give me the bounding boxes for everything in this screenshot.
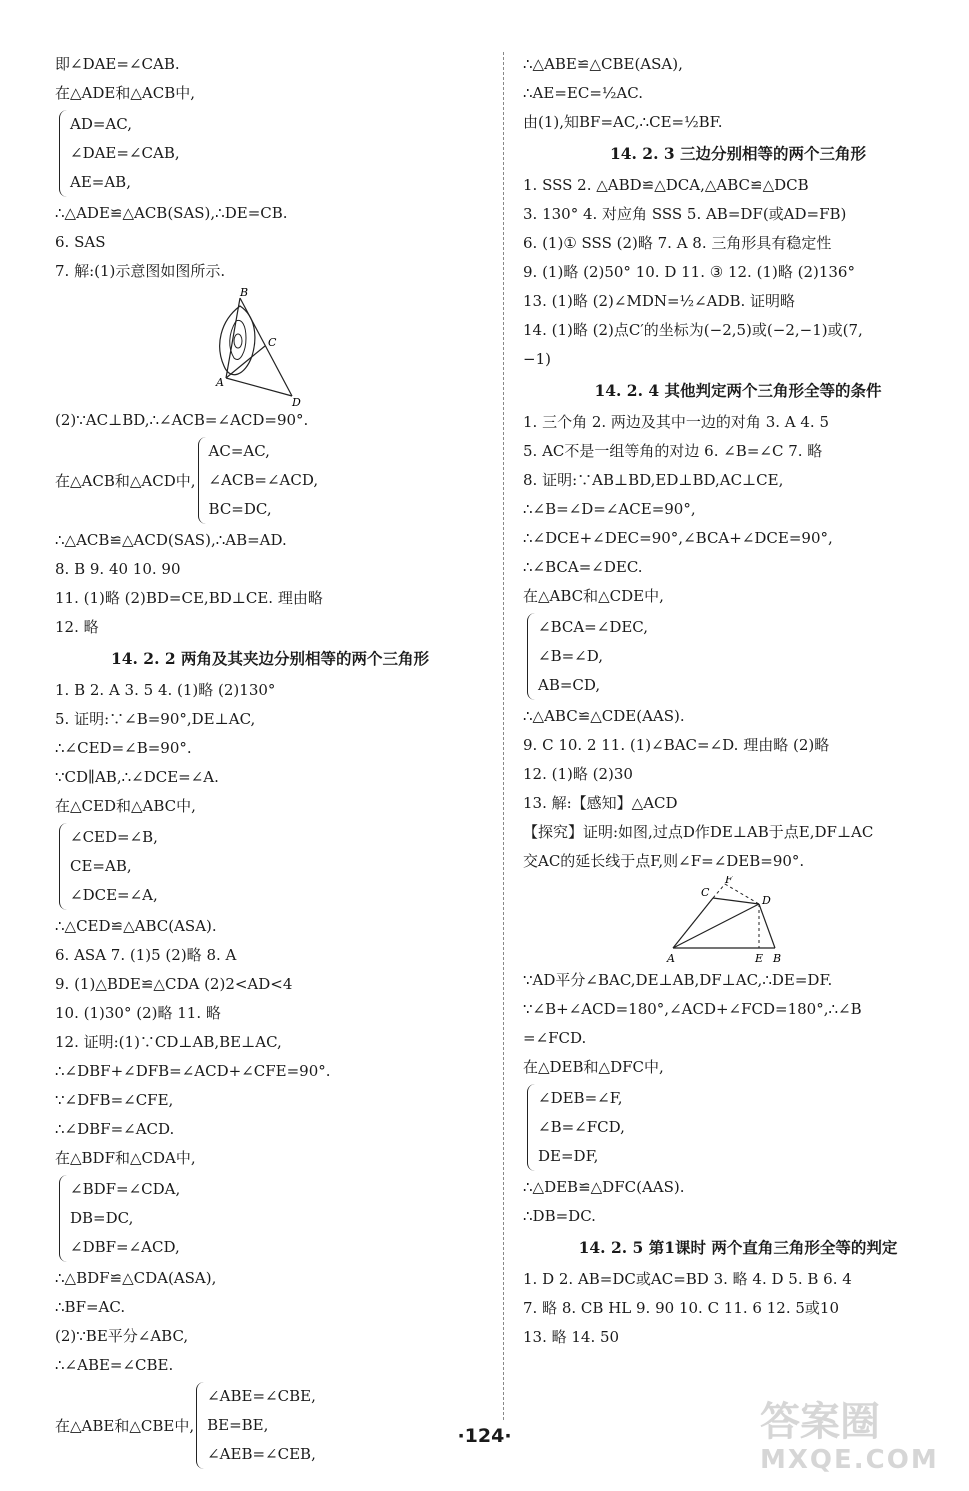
brace-line: ∠ABE=∠CBE,: [207, 1387, 316, 1405]
text-line: ∴BF=AC.: [55, 1298, 126, 1316]
brace-line: ∠AEB=∠CEB,: [207, 1445, 316, 1463]
brace-line: ∠DBF=∠ACD,: [70, 1238, 180, 1256]
text-line: ∴△CED≌△ABC(ASA).: [55, 917, 217, 935]
text-line: 在△CED和△ABC中,: [55, 797, 196, 815]
text-line: ∵∠DFB=∠CFE,: [55, 1091, 174, 1109]
text-line: 在△ABC和△CDE中,: [523, 587, 664, 605]
column-divider: [503, 52, 504, 1420]
brace-line: BE=BE,: [207, 1416, 269, 1434]
text-line: 8. B 9. 40 10. 90: [55, 560, 181, 578]
text-line: 9. (1)△BDE≌△CDA (2)2<AD<4: [55, 975, 293, 993]
figure-label-a: A: [216, 376, 224, 389]
left-column: [55, 50, 485, 1471]
text-line: 在△DEB和△DFC中,: [523, 1058, 664, 1076]
figure-label-f: F: [725, 876, 733, 886]
text-line: ∴∠BCA=∠DEC.: [523, 558, 643, 576]
figure-label-c: C: [268, 336, 277, 349]
text-line: ∴△BDF≌△CDA(ASA),: [55, 1269, 217, 1287]
text-line: 12. 略: [55, 618, 99, 636]
text-line: 1. D 2. AB=DC或AC=BD 3. 略 4. D 5. B 6. 4: [523, 1270, 852, 1288]
text-line: 7. 解:(1)示意图如图所示.: [55, 262, 226, 280]
brace-line: ∠BCA=∠DEC,: [538, 618, 649, 636]
section-heading: 14. 2. 5 第1课时 两个直角三角形全等的判定: [578, 1238, 898, 1257]
text-line: ∵∠B+∠ACD=180°,∠ACD+∠FCD=180°,∴∠B: [523, 1000, 862, 1018]
brace-line: ∠BDF=∠CDA,: [70, 1180, 181, 1198]
watermark-text: 答案圈: [760, 1399, 880, 1445]
text-line: (2)∵BE平分∠ABC,: [55, 1327, 189, 1345]
text-line: =∠FCD.: [523, 1029, 587, 1047]
text-line: 9. (1)略 (2)50° 10. D 11. ③ 12. (1)略 (2)136°: [523, 263, 855, 281]
brace-line: AE=AB,: [70, 173, 131, 191]
text-line: 交AC的延长线于点F,则∠F=∠DEB=90°.: [523, 852, 805, 870]
brace-row: [55, 435, 485, 526]
text-line: ∴∠DBF+∠DFB=∠ACD+∠CFE=90°.: [55, 1062, 331, 1080]
brace-line: CE=AB,: [70, 857, 132, 875]
brace-line: ∠B=∠FCD,: [538, 1118, 625, 1136]
brace-label: 在△ACB和△ACD中,: [55, 472, 196, 490]
text-line: 6. SAS: [55, 233, 106, 251]
figure-label-e: E: [755, 952, 764, 965]
text-line: ∴△ACB≌△ACD(SAS),∴AB=AD.: [55, 531, 287, 549]
brace-system: [59, 1175, 485, 1262]
text-line: ∵AD平分∠BAC,DE⊥AB,DF⊥AC,∴DE=DF.: [523, 971, 833, 989]
figure-quadrilateral-sketch: [210, 286, 330, 406]
figure-label-d: D: [762, 894, 771, 907]
text-line: 在△BDF和△CDA中,: [55, 1149, 196, 1167]
text-line: 6. ASA 7. (1)5 (2)略 8. A: [55, 946, 237, 964]
brace-label: 在△ABE和△CBE中,: [55, 1417, 195, 1435]
figure-label-b: B: [773, 952, 782, 965]
text-line: ∴∠B=∠D=∠ACE=90°,: [523, 500, 696, 518]
text-line: ∴△ABE≌△CBE(ASA),: [523, 55, 683, 73]
section-heading: 14. 2. 2 两角及其夹边分别相等的两个三角形: [110, 649, 430, 668]
text-line: 14. (1)略 (2)点C′的坐标为(−2,5)或(−2,−1)或(7,: [523, 321, 863, 339]
brace-line: ∠DEB=∠F,: [538, 1089, 623, 1107]
section-heading: 14. 2. 3 三边分别相等的两个三角形: [609, 144, 867, 163]
text-line: ∴DB=DC.: [523, 1207, 596, 1225]
figure-label-c: C: [701, 886, 710, 899]
text-line: ∴AE=EC=½AC.: [523, 84, 643, 102]
text-line: 12. 证明:(1)∵CD⊥AB,BE⊥AC,: [55, 1033, 282, 1051]
text-line: 1. B 2. A 3. 5 4. (1)略 (2)130°: [55, 681, 276, 699]
watermark-logo: [760, 1400, 960, 1485]
brace-line: ∠DCE=∠A,: [70, 886, 158, 904]
watermark-url: MXQE.COM: [760, 1445, 939, 1475]
brace-line: ∠ACB=∠ACD,: [208, 471, 319, 489]
text-line: 在△ADE和△ACB中,: [55, 84, 195, 102]
text-line: ∵CD∥AB,∴∠DCE=∠A.: [55, 768, 219, 786]
text-line: −1): [523, 350, 551, 368]
text-line: 1. 三个角 2. 两边及其中一边的对角 3. A 4. 5: [523, 413, 829, 431]
text-line: ∴∠ABE=∠CBE.: [55, 1356, 174, 1374]
text-line: ∴△ABC≌△CDE(AAS).: [523, 707, 685, 725]
brace-line: ∠DAE=∠CAB,: [70, 144, 180, 162]
text-line: 3. 130° 4. 对应角 SSS 5. AB=DF(或AD=FB): [523, 205, 847, 223]
text-line: 7. 略 8. CB HL 9. 90 10. C 11. 6 12. 5或10: [523, 1299, 839, 1317]
text-line: 由(1),知BF=AC,∴CE=½BF.: [523, 113, 723, 131]
brace-system: [527, 613, 953, 700]
text-line: 10. (1)30° (2)略 11. 略: [55, 1004, 221, 1022]
brace-line: ∠CED=∠B,: [70, 828, 158, 846]
text-line: ∴△ADE≌△ACB(SAS),∴DE=CB.: [55, 204, 288, 222]
brace-line: ∠B=∠D,: [538, 647, 603, 665]
brace-line: DB=DC,: [70, 1209, 134, 1227]
section-heading: 14. 2. 4 其他判定两个三角形全等的条件: [594, 381, 882, 400]
text-line: 1. SSS 2. △ABD≌△DCA,△ABC≌△DCB: [523, 176, 809, 194]
brace-system: [59, 110, 485, 197]
figure-label-a: A: [667, 952, 675, 965]
text-line: 9. C 10. 2 11. (1)∠BAC=∠D. 理由略 (2)略: [523, 736, 830, 754]
brace-line: AD=AC,: [70, 115, 132, 133]
text-line: 13. 解:【感知】△ACD: [523, 794, 678, 812]
text-line: 13. 略 14. 50: [523, 1328, 620, 1346]
page-number: ·124·: [457, 1425, 512, 1447]
text-line: 【探究】证明:如图,过点D作DE⊥AB于点E,DF⊥AC: [523, 823, 874, 841]
text-line: ∴∠CED=∠B=90°.: [55, 739, 192, 757]
text-line: 5. 证明:∵∠B=90°,DE⊥AC,: [55, 710, 256, 728]
text-line: 即∠DAE=∠CAB.: [55, 55, 180, 73]
text-line: 6. (1)① SSS (2)略 7. A 8. 三角形具有稳定性: [523, 234, 832, 252]
text-line: 12. (1)略 (2)30: [523, 765, 633, 783]
brace-line: AC=AC,: [208, 442, 270, 460]
brace-line: AB=CD,: [538, 676, 601, 694]
figure-label-d: D: [292, 396, 301, 406]
text-line: 8. 证明:∵AB⊥BD,ED⊥BD,AC⊥CE,: [523, 471, 784, 489]
text-line: 13. (1)略 (2)∠MDN=½∠ADB. 证明略: [523, 292, 796, 310]
text-line: 11. (1)略 (2)BD=CE,BD⊥CE. 理由略: [55, 589, 323, 607]
text-line: (2)∵AC⊥BD,∴∠ACB=∠ACD=90°.: [55, 411, 309, 429]
brace-system: [59, 823, 485, 910]
brace-line: BC=DC,: [208, 500, 272, 518]
text-line: ∴∠DBF=∠ACD.: [55, 1120, 175, 1138]
brace-line: DE=DF,: [538, 1147, 599, 1165]
figure-triangle-sketch: [663, 876, 813, 966]
brace-system: [198, 437, 319, 524]
text-line: ∴△DEB≌△DFC(AAS).: [523, 1178, 685, 1196]
figure-label-b: B: [240, 286, 249, 299]
text-line: 5. AC不是一组等角的对边 6. ∠B=∠C 7. 略: [523, 442, 823, 460]
text-line: ∴∠DCE+∠DEC=90°,∠BCA+∠DCE=90°,: [523, 529, 833, 547]
right-column: [523, 50, 953, 1352]
brace-system: [527, 1084, 953, 1171]
